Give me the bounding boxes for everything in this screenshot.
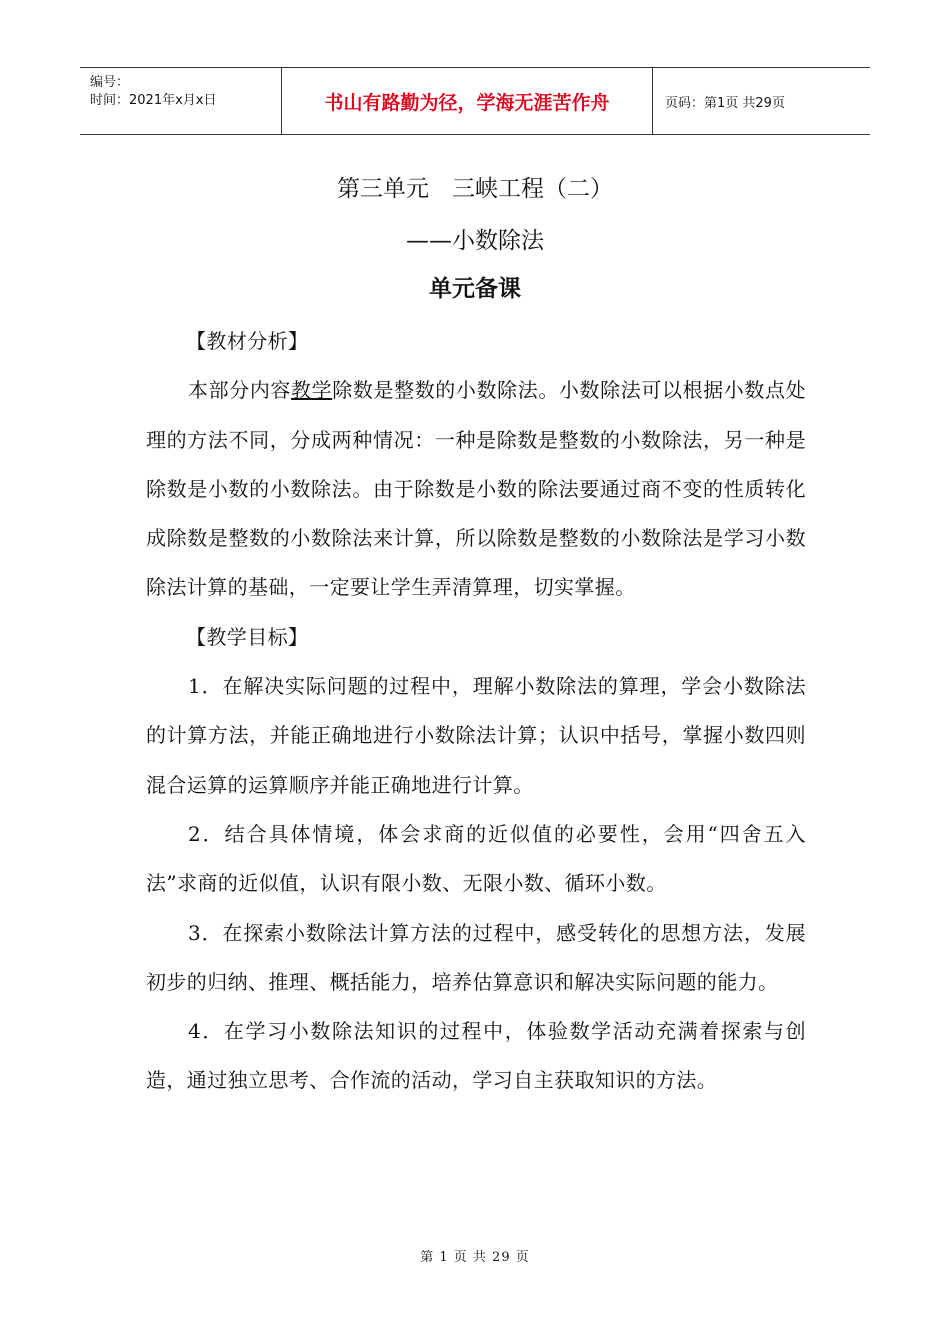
analysis-text-post: 除数是整数的小数除法。小数除法可以根据小数点处理的方法不同，分成两种情况：一种是除数是整数的小数除法，另一种是除数是小数的小数除法。由于除数是小数的除法要通过商不变的性质转化成除数是整数的小数除法来计算，所以除数是整数的小数除法是学习小数除法计算的基础，一定要让学生弄清算理，切实掌握。 [146,378,807,600]
analysis-heading: 【教材分析】 [186,329,309,353]
header-page-info: 页码：第1页 共29页 [665,95,785,111]
time-label: 时间：2021年x月x日 [90,93,217,108]
goal-item-2: 2．结合具体情境，体会求商的近似值的必要性，会用“四舍五入法”求商的近似值，认识有限小数、无限小数、循环小数。 [146,821,806,896]
document-body [146,317,806,1106]
unit-subtitle: ——小数除法 [406,228,544,254]
header-meta [80,68,282,134]
analysis-paragraph [146,366,806,612]
goal-item-3: 3．在探索小数除法计算方法的过程中，感受转化的思想方法，发展初步的归纳、推理、概括能力，培养估算意识和解决实际问题的能力。 [146,920,806,994]
unit-title: 第三单元 三峡工程（二） [337,176,613,202]
page-footer: 第 1 页 共 29 页 [420,1250,530,1265]
goal-item-1: 1．在解决实际问题的过程中，理解小数除法的算理，学会小数除法的计算方法，并能正确地进行小数除法计算；认识中括号，掌握小数四则混合运算的运算顺序并能正确地进行计算。 [146,674,806,797]
goals-heading: 【教学目标】 [186,624,309,649]
header-motto: 书山有路勤为径，学海无涯苦作舟 [282,68,653,134]
prep-title: 单元备课 [429,276,521,302]
goal-item-4: 4．在学习小数除法知识的过程中，体验数学活动充满着探索与创造，通过独立思考、合作流的活动，学习自主获取知识的方法。 [146,1019,806,1093]
analysis-text-pre: 本部分内容 [188,378,292,403]
document-header [80,67,870,135]
analysis-text-underlined: 教学 [291,378,333,403]
number-label: 编号： [90,75,130,90]
